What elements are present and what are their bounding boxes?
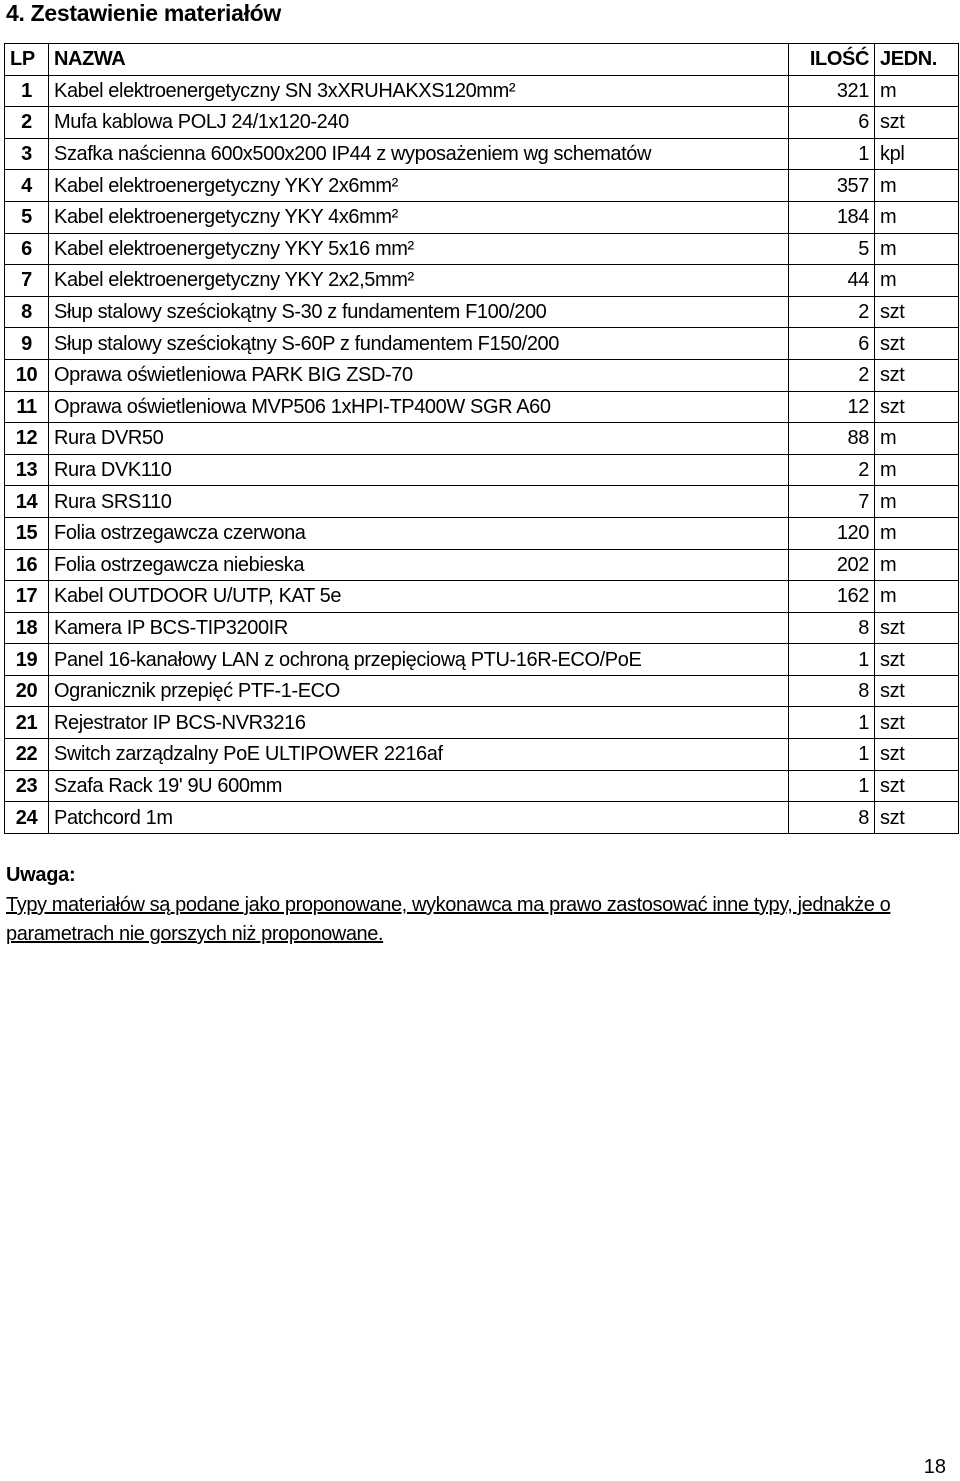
cell-lp: 8 [5,296,49,328]
cell-unit: szt [875,612,959,644]
cell-lp: 11 [5,391,49,423]
table-row [5,612,959,644]
cell-unit: kpl [875,138,959,170]
cell-qty: 321 [789,75,875,107]
cell-unit: szt [875,391,959,423]
table-row [5,454,959,486]
cell-lp: 22 [5,739,49,771]
cell-name: Kabel elektroenergetyczny YKY 4x6mm² [49,201,789,233]
cell-qty: 357 [789,170,875,202]
cell-name: Kabel elektroenergetyczny YKY 2x6mm² [49,170,789,202]
table-row [5,107,959,139]
cell-qty: 1 [789,138,875,170]
cell-unit: szt [875,296,959,328]
cell-unit: m [875,517,959,549]
cell-unit: szt [875,359,959,391]
table-row [5,233,959,265]
table-row [5,75,959,107]
cell-lp: 23 [5,770,49,802]
cell-name: Rura DVK110 [49,454,789,486]
cell-name: Słup stalowy sześciokątny S-60P z fundamentem F150/200 [49,328,789,360]
cell-qty: 6 [789,328,875,360]
cell-unit: szt [875,675,959,707]
cell-name: Kamera IP BCS-TIP3200IR [49,612,789,644]
cell-name: Kabel OUTDOOR U/UTP, KAT 5e [49,581,789,613]
table-row [5,739,959,771]
table-row [5,517,959,549]
cell-qty: 184 [789,201,875,233]
cell-qty: 1 [789,739,875,771]
table-row [5,486,959,518]
cell-name: Słup stalowy sześciokątny S-30 z fundamentem F100/200 [49,296,789,328]
cell-lp: 17 [5,581,49,613]
note-label: Uwaga: [6,864,76,886]
cell-lp: 3 [5,138,49,170]
cell-qty: 44 [789,265,875,297]
cell-lp: 20 [5,675,49,707]
table-row [5,675,959,707]
cell-name: Rejestrator IP BCS-NVR3216 [49,707,789,739]
cell-lp: 1 [5,75,49,107]
header-unit: JEDN. [875,44,959,76]
note-text: Typy materiałów są podane jako proponowane, wykonawca ma prawo zastosować inne typy, jednakże o parametrach nie gorszych niż proponowane. [6,894,891,945]
table-header-row [5,44,959,76]
cell-qty: 8 [789,802,875,834]
cell-unit: m [875,549,959,581]
page-number: 18 [923,1456,946,1478]
cell-unit: m [875,486,959,518]
cell-unit: m [875,233,959,265]
cell-qty: 8 [789,675,875,707]
table-body [5,75,959,833]
cell-lp: 13 [5,454,49,486]
cell-name: Ogranicznik przepięć PTF-1-ECO [49,675,789,707]
cell-qty: 5 [789,233,875,265]
cell-lp: 24 [5,802,49,834]
cell-name: Kabel elektroenergetyczny SN 3xXRUHAKXS120mm² [49,75,789,107]
cell-lp: 2 [5,107,49,139]
cell-lp: 14 [5,486,49,518]
cell-qty: 2 [789,296,875,328]
table-row [5,581,959,613]
cell-name: Patchcord 1m [49,802,789,834]
cell-name: Folia ostrzegawcza czerwona [49,517,789,549]
table-row [5,265,959,297]
table-row [5,707,959,739]
cell-lp: 21 [5,707,49,739]
cell-unit: szt [875,328,959,360]
cell-qty: 12 [789,391,875,423]
cell-lp: 4 [5,170,49,202]
table-row [5,423,959,455]
cell-qty: 8 [789,612,875,644]
table-row [5,770,959,802]
cell-unit: m [875,265,959,297]
cell-qty: 7 [789,486,875,518]
cell-lp: 12 [5,423,49,455]
table-row [5,170,959,202]
cell-lp: 7 [5,265,49,297]
cell-qty: 1 [789,770,875,802]
cell-lp: 6 [5,233,49,265]
table-row [5,391,959,423]
table-row [5,201,959,233]
cell-name: Folia ostrzegawcza niebieska [49,549,789,581]
cell-qty: 2 [789,454,875,486]
table-row [5,138,959,170]
cell-lp: 5 [5,201,49,233]
cell-name: Kabel elektroenergetyczny YKY 5x16 mm² [49,233,789,265]
cell-lp: 10 [5,359,49,391]
cell-lp: 18 [5,612,49,644]
cell-name: Oprawa oświetleniowa MVP506 1xHPI-TP400W SGR A60 [49,391,789,423]
cell-qty: 1 [789,644,875,676]
header-name: NAZWA [49,44,789,76]
cell-name: Kabel elektroenergetyczny YKY 2x2,5mm² [49,265,789,297]
cell-name: Switch zarządzalny PoE ULTIPOWER 2216af [49,739,789,771]
cell-unit: m [875,75,959,107]
cell-unit: szt [875,644,959,676]
cell-name: Rura DVR50 [49,423,789,455]
table-row [5,296,959,328]
cell-name: Oprawa oświetleniowa PARK BIG ZSD-70 [49,359,789,391]
table-row [5,328,959,360]
cell-name: Szafka naścienna 600x500x200 IP44 z wyposażeniem wg schematów [49,138,789,170]
cell-name: Mufa kablowa POLJ 24/1x120-240 [49,107,789,139]
cell-unit: szt [875,707,959,739]
cell-unit: m [875,454,959,486]
cell-unit: m [875,201,959,233]
header-qty: ILOŚĆ [789,44,875,76]
materials-table [4,43,959,834]
table-row [5,802,959,834]
cell-qty: 120 [789,517,875,549]
cell-name: Szafa Rack 19' 9U 600mm [49,770,789,802]
cell-unit: szt [875,739,959,771]
cell-name: Panel 16-kanałowy LAN z ochroną przepięciową PTU-16R-ECO/PoE [49,644,789,676]
table-row [5,549,959,581]
cell-qty: 1 [789,707,875,739]
header-lp: LP [5,44,49,76]
cell-name: Rura SRS110 [49,486,789,518]
cell-unit: m [875,581,959,613]
cell-lp: 19 [5,644,49,676]
cell-unit: szt [875,107,959,139]
cell-unit: szt [875,802,959,834]
cell-lp: 15 [5,517,49,549]
cell-unit: m [875,170,959,202]
cell-unit: m [875,423,959,455]
cell-unit: szt [875,770,959,802]
cell-qty: 202 [789,549,875,581]
cell-lp: 16 [5,549,49,581]
table-row [5,644,959,676]
section-title: 4. Zestawienie materiałów [6,0,282,26]
cell-qty: 162 [789,581,875,613]
cell-qty: 6 [789,107,875,139]
cell-qty: 2 [789,359,875,391]
table-row [5,359,959,391]
cell-qty: 88 [789,423,875,455]
cell-lp: 9 [5,328,49,360]
